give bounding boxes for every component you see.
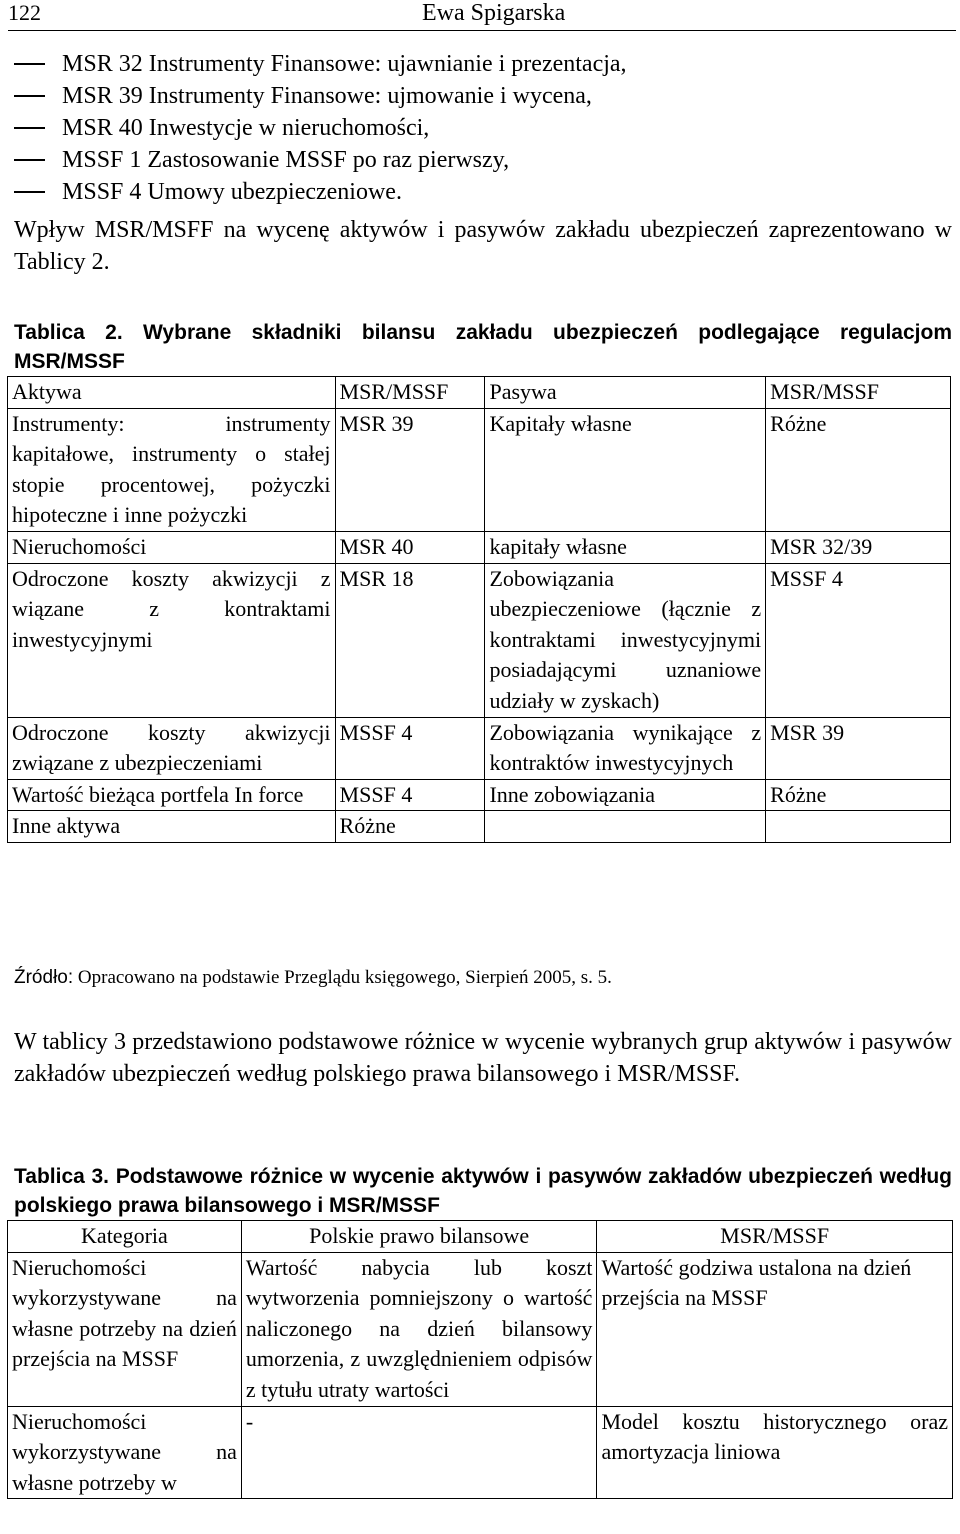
intro-paragraph: Wpływ MSR/MSFF na wycenę aktywów i pasywów zakładu ubezpieczeń zaprezentowano w Tablicy 2.	[14, 217, 952, 275]
table-cell: Inne aktywa	[8, 811, 336, 843]
table-row	[8, 779, 951, 811]
table3	[7, 1220, 953, 1499]
dash-bullet-icon	[14, 191, 45, 193]
table-row	[8, 563, 951, 717]
table-cell: Inne zobowiązania	[485, 779, 766, 811]
table-cell: MSSF 4	[766, 563, 951, 717]
table-row	[8, 811, 951, 843]
source-label: Źródło:	[14, 967, 74, 988]
table-cell: Zobowiązania ubezpieczeniowe (łącznie z kontraktami inwestycyjnymi posiadającymi uznaniowe udziały w zyskach)	[485, 563, 766, 717]
header-cell: MSR/MSSF	[766, 377, 951, 409]
header-cell: Pasywa	[485, 377, 766, 409]
table-cell: Kapitały własne	[485, 408, 766, 531]
table-cell: kapitały własne	[485, 531, 766, 563]
table2-caption: Tablica 2. Wybrane składniki bilansu zakładu ubezpieczeń podlegające regulacjom MSR/MSSF	[14, 321, 952, 373]
page-header	[8, 0, 956, 31]
standards-list	[14, 48, 954, 208]
list-item: MSR 39 Instrumenty Finansowe: ujmowanie i wycena,	[14, 80, 954, 112]
table-cell: Różne	[335, 811, 485, 843]
table-row	[8, 531, 951, 563]
table-header-row	[8, 1221, 953, 1253]
paragraph-2: W tablicy 3 przedstawiono podstawowe różnice w wycenie wybranych grup aktywów i pasywów zakładów ubezpieczeń według polskiego prawa bilansowego i MSR/MSSF.	[14, 1029, 952, 1087]
table2	[7, 376, 951, 843]
list-item: MSR 32 Instrumenty Finansowe: ujawnianie i prezentacja,	[14, 48, 954, 80]
table-cell: Model kosztu historycznego oraz amortyzacja liniowa	[597, 1406, 953, 1499]
table-cell: Wartość godziwa ustalona na dzień przejścia na MSSF	[597, 1252, 953, 1406]
table-cell: Różne	[766, 408, 951, 531]
source-text: Opracowano na podstawie Przeglądu księgowego, Sierpień 2005, s. 5.	[77, 967, 612, 988]
table-cell: Odroczone koszty akwizycji związane z ubezpieczeniami	[8, 717, 336, 779]
table-cell: MSR 39	[766, 717, 951, 779]
table-cell: Odroczone koszty akwizycji z wiązane z kontraktami inwestycyjnymi	[8, 563, 336, 717]
header-cell: MSR/MSSF	[335, 377, 485, 409]
table-cell	[766, 811, 951, 843]
table-cell: MSR 39	[335, 408, 485, 531]
table-header-row	[8, 377, 951, 409]
running-author: Ewa Spigarska	[422, 0, 566, 26]
table-cell: Różne	[766, 779, 951, 811]
table-cell: Wartość nabycia lub koszt wytworzenia pomniejszony o wartość naliczonego na dzień bilansowy umorzenia, z uwzględnieniem odpisów z tytułu utraty wartości	[241, 1252, 597, 1406]
table-cell: MSSF 4	[335, 717, 485, 779]
header-cell: Aktywa	[8, 377, 336, 409]
table-cell: MSR 18	[335, 563, 485, 717]
header-cell: Polskie prawo bilansowe	[241, 1221, 597, 1253]
list-item: MSSF 4 Umowy ubezpieczeniowe.	[14, 176, 954, 208]
table-row	[8, 408, 951, 531]
table2-source	[14, 966, 612, 990]
header-cell: Kategoria	[8, 1221, 242, 1253]
table-cell: Nieruchomości wykorzystywane na własne potrzeby na dzień przejścia na MSSF	[8, 1252, 242, 1406]
dash-bullet-icon	[14, 95, 45, 97]
table-cell: Nieruchomości wykorzystywane na własne potrzeby w	[8, 1406, 242, 1499]
table-cell: Wartość bieżąca portfela In force	[8, 779, 336, 811]
table-cell: -	[241, 1406, 597, 1499]
list-item: MSR 40 Inwestycje w nieruchomości,	[14, 112, 954, 144]
table-row	[8, 1406, 953, 1499]
table-cell: Nieruchomości	[8, 531, 336, 563]
table-row	[8, 717, 951, 779]
table3-caption: Tablica 3. Podstawowe różnice w wycenie aktywów i pasywów zakładów ubezpieczeń według polskiego prawa bilansowego i MSR/MSSF	[14, 1165, 952, 1217]
page-number: 122	[8, 0, 41, 25]
table-row	[8, 1252, 953, 1406]
table-cell: Instrumenty: instrumenty kapitałowe, instrumenty o stałej stopie procentowej, pożyczki hipoteczne i inne pożyczki	[8, 408, 336, 531]
table-cell: MSR 40	[335, 531, 485, 563]
table-cell	[485, 811, 766, 843]
table-cell: MSSF 4	[335, 779, 485, 811]
table-cell: MSR 32/39	[766, 531, 951, 563]
table-cell: Zobowiązania wynikające z kontraktów inwestycyjnych	[485, 717, 766, 779]
dash-bullet-icon	[14, 127, 45, 129]
header-cell: MSR/MSSF	[597, 1221, 953, 1253]
dash-bullet-icon	[14, 159, 45, 161]
list-item: MSSF 1 Zastosowanie MSSF po raz pierwszy,	[14, 144, 954, 176]
dash-bullet-icon	[14, 63, 45, 65]
